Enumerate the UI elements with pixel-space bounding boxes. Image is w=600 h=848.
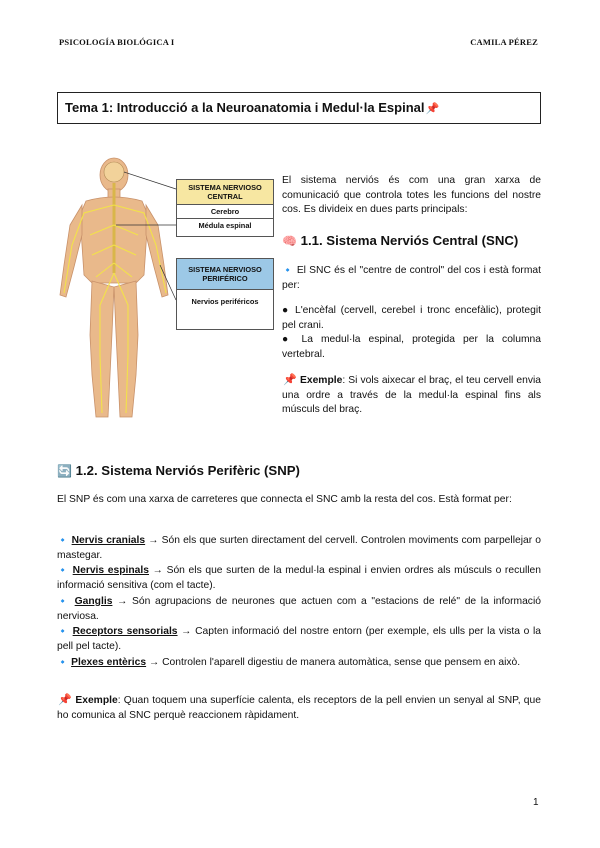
list-item: ● La medul·la espinal, protegida per la columna vertebral. xyxy=(282,334,541,361)
title-box xyxy=(57,92,541,124)
arrows-cycle-icon: 🔄 xyxy=(57,464,72,478)
header-author: CAMILA PÉREZ xyxy=(470,37,538,47)
snc-heading: 🧠 1.1. Sistema Nerviós Central (SNC) xyxy=(282,233,519,248)
snc-list xyxy=(282,304,541,363)
term: Nervis cranials xyxy=(71,535,146,546)
diamond-bullet-icon: 🔹 xyxy=(57,595,70,606)
example-label: Exemple xyxy=(75,695,118,706)
intro-paragraph: El sistema nerviós és com una gran xarxa de comunicació que controla totes les funcions del nostre cos. Es divideix en dues parts principals: xyxy=(282,175,541,216)
nervous-system-figure xyxy=(56,155,276,425)
pushpin-icon: 📌 xyxy=(425,103,440,115)
term: Ganglis xyxy=(74,595,113,607)
term: Nervis espinals xyxy=(72,565,149,577)
list-item: 🔹 Nervis espinals → Són els que surten de la medul·la espinal i envien ordres als músculs o recullen informació sensitiva (com el tacte). xyxy=(57,565,541,592)
diamond-bullet-icon: 🔹 xyxy=(57,565,69,576)
snp-heading: 🔄 1.2. Sistema Nerviós Perifèric (SNP) xyxy=(57,463,300,478)
pushpin-icon: 📌 xyxy=(58,694,73,706)
header-course: PSICOLOGÍA BIOLÓGICA I xyxy=(59,37,175,47)
snc-example: 📌 Exemple: Si vols aixecar el braç, el teu cervell envia una ordre a través de la medul·la espinal fins als músculs del braç. xyxy=(282,374,541,416)
term: Plexes entèrics xyxy=(71,656,147,668)
central-label-box xyxy=(176,179,274,237)
page-title xyxy=(65,100,439,115)
central-item: Médula espinal xyxy=(198,221,252,230)
pushpin-icon: 📌 xyxy=(283,374,297,386)
list-item: ● L'encèfal (cervell, cerebel i tronc encefàlic), protegit pel crani. xyxy=(282,305,541,331)
peripheral-label-box xyxy=(176,258,274,330)
snp-list xyxy=(57,533,541,670)
brain-icon: 🧠 xyxy=(282,234,297,248)
term: Receptors sensorials xyxy=(72,626,178,638)
diamond-bullet-icon: 🔹 xyxy=(57,535,69,545)
diamond-bullet-icon: 🔹 xyxy=(282,265,294,275)
peripheral-label: SISTEMA NERVIOSO PERIFÉRICO xyxy=(177,259,273,290)
title-text: Tema 1: Introducció a la Neuroanatomia i Medul·la Espinal xyxy=(65,100,425,115)
page-number: 1 xyxy=(533,797,539,808)
snc-description: 🔹 El SNC és el "centre de control" del cos i està format per: xyxy=(282,265,541,291)
central-label: SISTEMA NERVIOSO CENTRAL xyxy=(177,180,273,205)
diamond-bullet-icon: 🔹 xyxy=(57,626,69,637)
example-label: Exemple xyxy=(299,375,343,386)
peripheral-item: Nervios periféricos xyxy=(191,297,259,306)
snp-description: El SNP és com una xarxa de carreteres que connecta el SNC amb la resta del cos. Està format per: xyxy=(57,494,512,505)
list-item: 🔹 Ganglis → Són agrupacions de neurones que actuen com a "estacions de relé" de la informació nerviosa. xyxy=(57,595,541,622)
snp-example: 📌 Exemple: Quan toquem una superfície calenta, els receptors de la pell envien un senyal al SNP, que ho comunica al SNC perquè reaccionem ràpidament. xyxy=(57,694,541,721)
list-item: 🔹 Receptors sensorials → Capten informació del nostre entorn (per exemple, els ulls per la vista o la pell pel tacte). xyxy=(57,626,541,652)
list-item: 🔹 Plexes entèrics → Controlen l'aparell digestiu de manera automàtica, sense que pensem en això. xyxy=(57,656,521,668)
diamond-bullet-icon: 🔹 xyxy=(57,656,69,667)
list-item: 🔹 Nervis cranials → Són els que surten directament del cervell. Controlen moviments com parpellejar o mastegar. xyxy=(57,535,541,561)
central-item: Cerebro xyxy=(177,205,273,219)
